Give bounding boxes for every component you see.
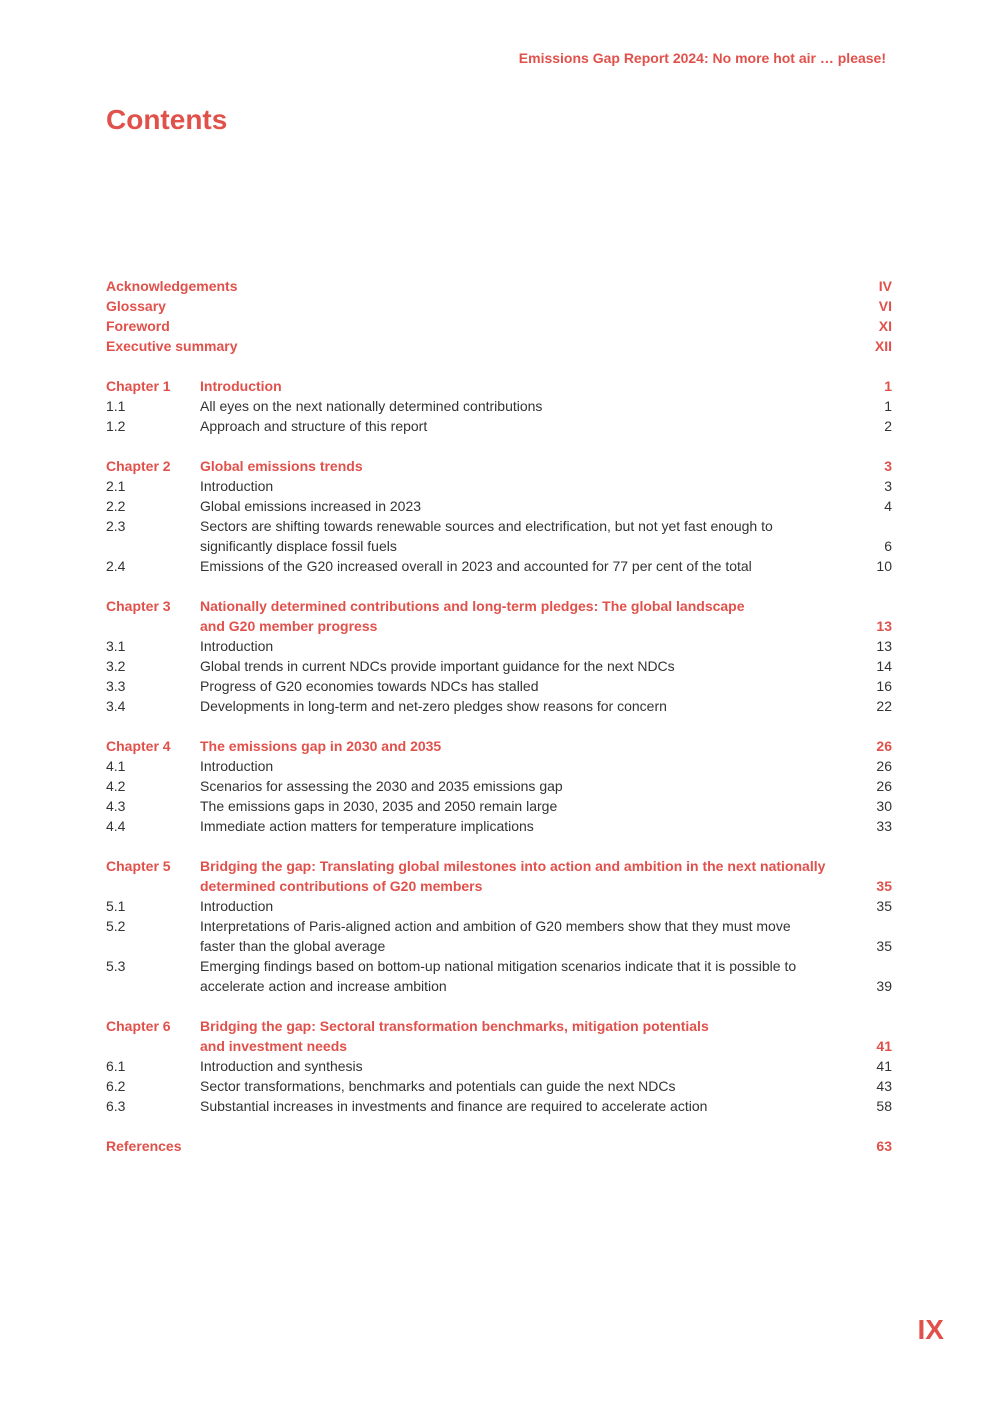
toc-section-title: Scenarios for assessing the 2030 and 2035 emissions gap: [200, 778, 563, 794]
toc-page-number: 63: [876, 1138, 892, 1154]
toc-chapter-title: and investment needs: [200, 1038, 348, 1054]
toc-section-entry[interactable]: [106, 756, 892, 776]
toc-section-title: Introduction and synthesis: [200, 1058, 363, 1074]
toc-section-number: 1.2: [106, 418, 126, 434]
toc-chapter-title: The emissions gap in 2030 and 2035: [200, 738, 442, 754]
toc-section-entry[interactable]: [106, 796, 892, 816]
toc-section-entry[interactable]: [106, 916, 892, 936]
toc-section-entry[interactable]: [106, 936, 892, 956]
toc-section-entry[interactable]: [106, 976, 892, 996]
toc-section-title: All eyes on the next nationally determined contributions: [200, 398, 543, 414]
page-title: Contents: [106, 104, 228, 135]
toc-section-title: Emerging findings based on bottom-up national mitigation scenarios indicate that it is possible to: [200, 958, 797, 974]
toc-page-number: 14: [876, 658, 892, 674]
toc-page-number: 4: [884, 498, 892, 514]
toc-page-number: 35: [876, 878, 892, 894]
toc-section-title: Introduction: [200, 478, 274, 494]
toc-section-title: Sectors are shifting towards renewable sources and electrification, but not yet fast enough to: [200, 518, 773, 534]
toc-section-number: [106, 976, 200, 996]
toc-chapter-label: Chapter 5: [106, 858, 171, 874]
toc-page-number: XI: [878, 318, 892, 334]
toc-section-entry[interactable]: [106, 1076, 892, 1096]
toc-section-number: 6.1: [106, 1058, 126, 1074]
toc-section-entry[interactable]: [106, 416, 892, 436]
toc-chapter-title: determined contributions of G20 members: [200, 878, 483, 894]
toc-section-title: Approach and structure of this report: [200, 418, 428, 434]
toc-section-title: The emissions gaps in 2030, 2035 and 2050 remain large: [200, 798, 558, 814]
toc-page-number: 41: [876, 1038, 892, 1054]
toc-page-number: 1: [884, 398, 892, 414]
toc-entry-front-matter[interactable]: [106, 296, 892, 316]
toc-section-title: Immediate action matters for temperature implications: [200, 818, 534, 834]
toc-entry-label: Executive summary: [106, 338, 238, 354]
toc-chapter-title: Introduction: [200, 378, 282, 394]
toc-section-entry[interactable]: [106, 696, 892, 716]
toc-page-number: 22: [876, 698, 892, 714]
toc-section-number: 3.2: [106, 658, 126, 674]
toc-section-number: [106, 936, 200, 956]
toc-chapter-label: Chapter 6: [106, 1018, 171, 1034]
toc-section-number: 5.1: [106, 898, 126, 914]
toc-section-entry[interactable]: [106, 516, 892, 536]
toc-chapter-heading[interactable]: [106, 736, 892, 756]
toc-page-number: 33: [876, 818, 892, 834]
toc-section-entry[interactable]: [106, 556, 892, 576]
toc-section-number: 4.2: [106, 778, 126, 794]
toc-chapter-heading[interactable]: [106, 616, 892, 636]
toc-entry-label: References: [106, 1138, 182, 1154]
toc-chapter-title: Bridging the gap: Sectoral transformation benchmarks, mitigation potentials: [200, 1018, 709, 1034]
page-number: IX: [917, 1314, 944, 1345]
toc-page-number: 1: [884, 378, 892, 394]
toc-section-number: 4.4: [106, 818, 126, 834]
toc-chapter-label: [106, 876, 200, 896]
toc-section-title: Introduction: [200, 898, 274, 914]
toc-section-title: accelerate action and increase ambition: [200, 978, 447, 994]
toc-page-number: IV: [878, 278, 892, 294]
toc-section-number: 4.1: [106, 758, 126, 774]
toc-chapter-heading[interactable]: [106, 1036, 892, 1056]
toc-page-number: 26: [876, 778, 892, 794]
toc-section-entry[interactable]: [106, 956, 892, 976]
toc-section-title: faster than the global average: [200, 938, 386, 954]
toc-section-title: Emissions of the G20 increased overall in 2023 and accounted for 77 per cent of the total: [200, 558, 752, 574]
toc-section-number: 2.2: [106, 498, 126, 514]
toc-section-number: [106, 536, 200, 556]
toc-section-title: Introduction: [200, 638, 274, 654]
toc-page-number: 35: [876, 938, 892, 954]
toc-section-title: Sector transformations, benchmarks and potentials can guide the next NDCs: [200, 1078, 676, 1094]
toc-chapter-label: Chapter 4: [106, 738, 171, 754]
toc-chapter-heading[interactable]: [106, 456, 892, 476]
toc-chapter-heading[interactable]: [106, 856, 892, 876]
toc-page-number: 26: [876, 738, 892, 754]
toc-section-title: Introduction: [200, 758, 274, 774]
toc-page-number: 16: [876, 678, 892, 694]
toc-section-number: 4.3: [106, 798, 126, 814]
toc-section-number: 1.1: [106, 398, 126, 414]
toc-section-title: Progress of G20 economies towards NDCs has stalled: [200, 678, 539, 694]
toc-section-entry[interactable]: [106, 476, 892, 496]
toc-section-number: 2.1: [106, 478, 126, 494]
toc-chapter-heading[interactable]: [106, 1016, 892, 1036]
toc-page-number: 13: [876, 638, 892, 654]
toc-section-entry[interactable]: [106, 676, 892, 696]
toc-section-title: significantly displace fossil fuels: [200, 538, 397, 554]
toc-section-title: Interpretations of Paris-aligned action and ambition of G20 members show that they must move: [200, 918, 791, 934]
table-of-contents: [106, 276, 892, 1156]
toc-section-title: Global emissions increased in 2023: [200, 498, 422, 514]
toc-section-number: 3.3: [106, 678, 126, 694]
toc-entry-label: Acknowledgements: [106, 278, 238, 294]
toc-entry-front-matter[interactable]: [106, 316, 892, 336]
running-head: Emissions Gap Report 2024: No more hot air … please!: [518, 50, 886, 66]
toc-entry-label: Glossary: [106, 298, 166, 314]
toc-chapter-label: Chapter 2: [106, 458, 171, 474]
toc-chapter-title: Bridging the gap: Translating global milestones into action and ambition in the next nationally: [200, 858, 826, 874]
toc-chapter-title: Global emissions trends: [200, 458, 363, 474]
toc-section-entry[interactable]: [106, 396, 892, 416]
toc-chapter-title: Nationally determined contributions and long-term pledges: The global landscape: [200, 598, 745, 614]
toc-page-number: 6: [884, 538, 892, 554]
toc-section-number: 5.2: [106, 918, 126, 934]
toc-page-number: 41: [876, 1058, 892, 1074]
toc-section-entry[interactable]: [106, 1096, 892, 1116]
toc-page-number: VI: [878, 298, 892, 314]
toc-chapter-heading[interactable]: [106, 376, 892, 396]
toc-page-number: 58: [876, 1098, 892, 1114]
toc-section-title: Global trends in current NDCs provide important guidance for the next NDCs: [200, 658, 675, 674]
toc-page-number: 43: [876, 1078, 892, 1094]
toc-section-entry[interactable]: [106, 776, 892, 796]
toc-section-number: 5.3: [106, 958, 126, 974]
toc-page-number: 2: [884, 418, 892, 434]
toc-section-entry[interactable]: [106, 816, 892, 836]
toc-section-entry[interactable]: [106, 636, 892, 656]
toc-entry-label: Foreword: [106, 318, 170, 334]
toc-section-number: 6.2: [106, 1078, 126, 1094]
toc-page-number: 26: [876, 758, 892, 774]
toc-section-entry[interactable]: [106, 896, 892, 916]
toc-section-entry[interactable]: [106, 1056, 892, 1076]
toc-page-number: 3: [884, 458, 892, 474]
toc-page-number: 30: [876, 798, 892, 814]
toc-section-number: 3.1: [106, 638, 126, 654]
toc-section-number: 3.4: [106, 698, 126, 714]
toc-section-number: 2.4: [106, 558, 126, 574]
toc-chapter-label: [106, 616, 200, 636]
toc-section-entry[interactable]: [106, 536, 892, 556]
toc-section-number: 2.3: [106, 518, 126, 534]
toc-chapter-label: Chapter 1: [106, 378, 171, 394]
toc-chapter-label: Chapter 3: [106, 598, 171, 614]
toc-page-number: 10: [876, 558, 892, 574]
toc-section-number: 6.3: [106, 1098, 126, 1114]
toc-section-title: Substantial increases in investments and finance are required to accelerate action: [200, 1098, 708, 1114]
toc-entry-front-matter[interactable]: [106, 276, 892, 296]
toc-page-number: 3: [884, 478, 892, 494]
toc-section-title: Developments in long-term and net-zero pledges show reasons for concern: [200, 698, 667, 714]
toc-section-entry[interactable]: [106, 656, 892, 676]
toc-chapter-label: [106, 1036, 200, 1056]
toc-page-number: XII: [874, 338, 892, 354]
toc-chapter-heading[interactable]: [106, 876, 892, 896]
toc-entry-references[interactable]: [106, 1136, 892, 1156]
toc-chapter-title: and G20 member progress: [200, 618, 378, 634]
toc-page-number: 39: [876, 978, 892, 994]
toc-entry-front-matter[interactable]: [106, 336, 892, 356]
toc-page-number: 35: [876, 898, 892, 914]
toc-section-entry[interactable]: [106, 496, 892, 516]
toc-page-number: 13: [876, 618, 892, 634]
toc-chapter-heading[interactable]: [106, 596, 892, 616]
